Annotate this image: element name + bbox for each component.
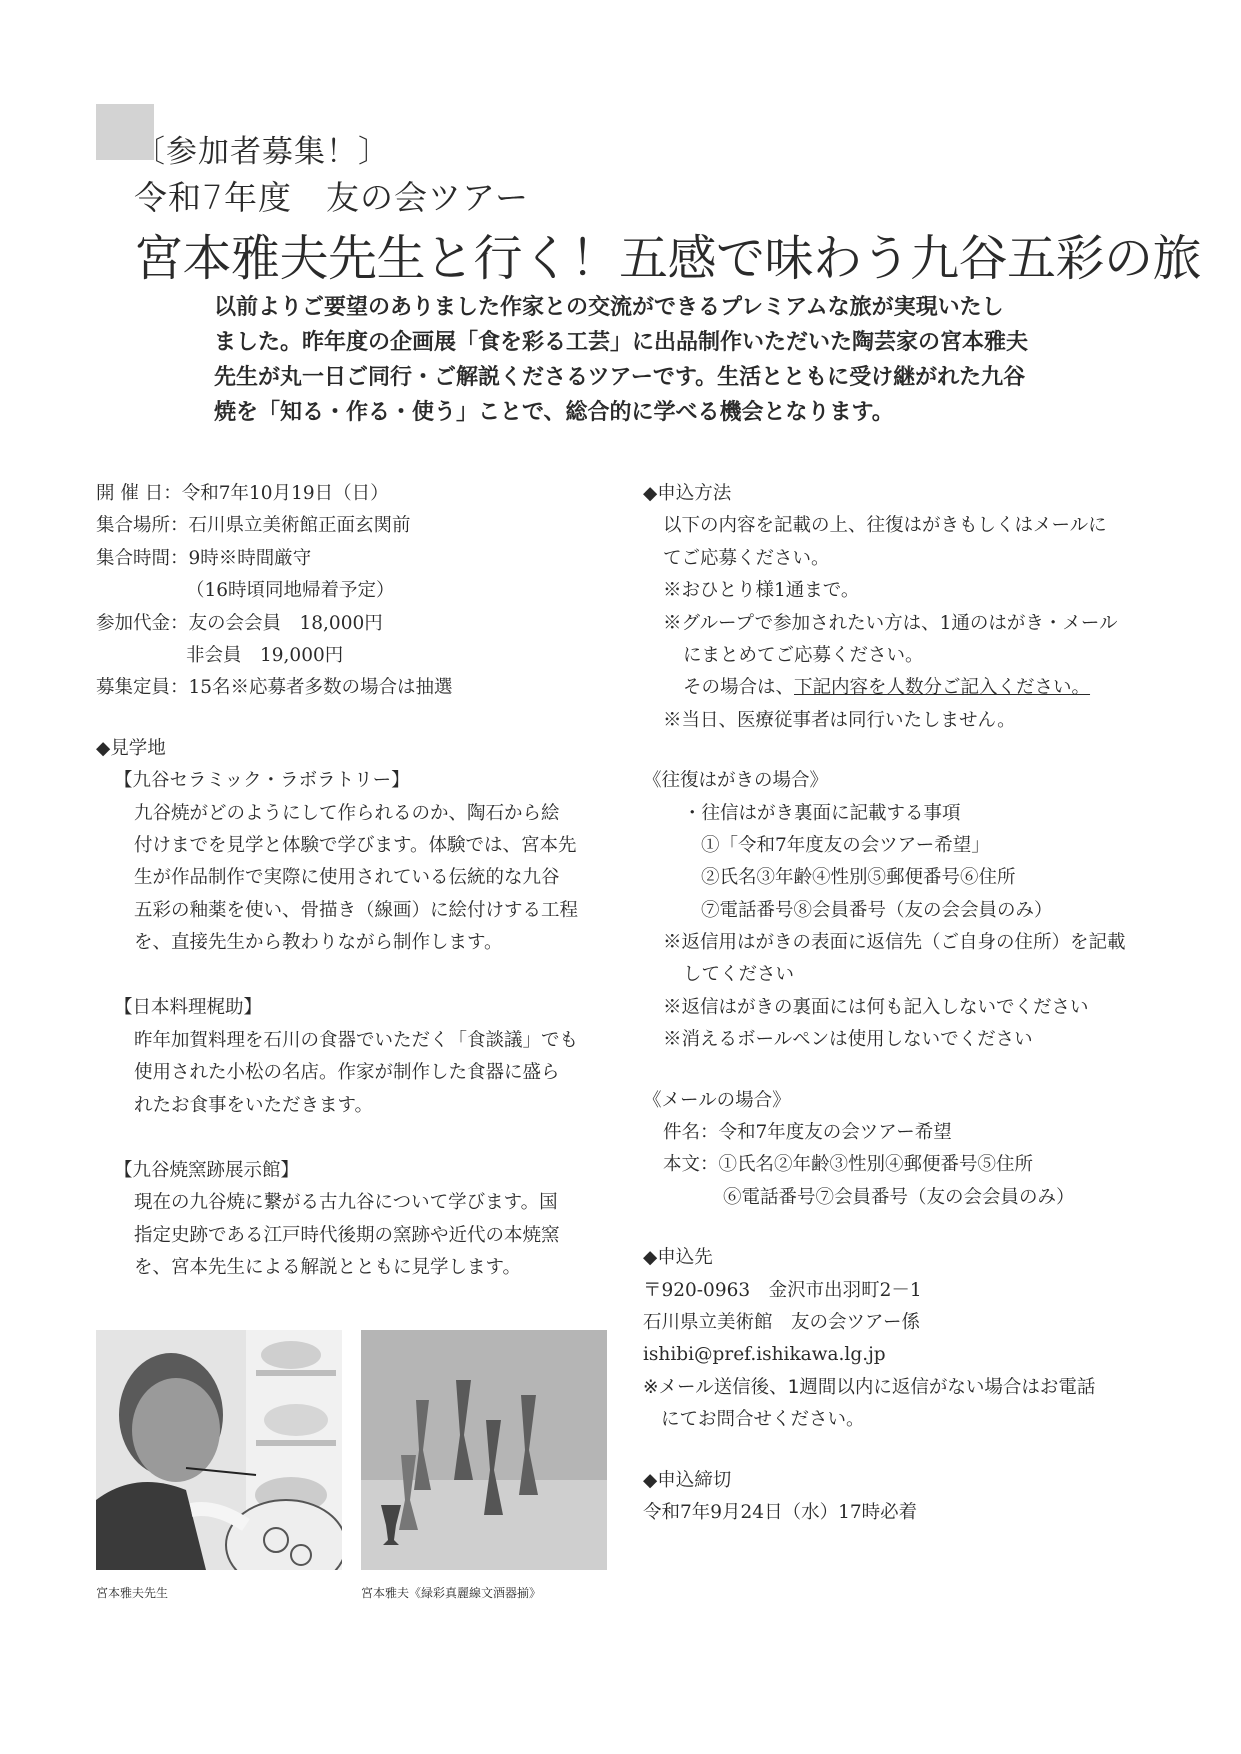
event-date: 開 催 日：令和7年10月19日（日） [96,483,389,504]
page-title: 宮本雅夫先生と行く！五感で味わう九谷五彩の旅 [134,230,1202,287]
site3-text: 現在の九谷焼に繋がる古九谷について学びます。国 [134,1192,558,1214]
site3-name: 【九谷焼窯跡展示館】 [114,1160,300,1182]
sake-set-photo [361,1330,607,1570]
apply-note: その場合は、下記内容を人数分ご記入ください。 [683,677,1091,699]
intro-line: 以前よりご要望のありました作家との交流ができるプレミアムな旅が実現いたし [214,295,1004,320]
apply-note: ※当日、医療従事者は同行いたしません。 [663,709,1016,731]
contact-note: ※メール送信後、1週間以内に返信がない場合はお電話 [643,1376,1096,1398]
mail-heading: 《メールの場合》 [643,1089,791,1111]
postcard-note: してください [683,964,795,986]
fee-nonmember: 非会員 19,000円 [186,644,344,666]
photo-caption: 宮本雅夫先生 [96,1586,169,1600]
apply-heading: ◆申込方法 [643,483,732,504]
site1-text: 九谷焼がどのようにして作られるのか、陶石から絵 [134,802,560,824]
intro-paragraph [214,290,1094,430]
site1-text: 生が作品制作で実際に使用されている伝統的な九谷 [134,867,560,889]
site2-name: 【日本料理梶助】 [114,997,263,1019]
deadline-date: 令和7年9月24日（水）17時必着 [643,1501,918,1523]
capacity: 募集定員：15名※応募者多数の場合は抽選 [96,677,453,699]
site1-name: 【九谷セラミック・ラボラトリー】 [114,770,410,792]
left-column [96,478,616,1285]
site2-text: 使用された小松の名店。作家が制作した食器に盛ら [134,1062,560,1084]
fee-member: 参加代金：友の会会員 18,000円 [96,612,383,634]
contact-note: にてお問合せください。 [661,1409,865,1431]
intro-line: 先生が丸一日ご同行・ご解説くださるツアーです。生活とともに受け継がれた九谷 [214,365,1026,390]
apply-note: ※おひとり様1通まで。 [663,580,860,602]
contact-email: ishibi@pref.ishikawa.lg.jp [643,1344,886,1366]
mail-subject: 件名：令和7年度友の会ツアー希望 [663,1122,952,1144]
postcard-field: ②氏名③年齢④性別⑤郵便番号⑥住所 [701,867,1016,889]
postcard-field: ①「令和7年度友の会ツアー希望」 [701,834,990,856]
apply-text: 以下の内容を記載の上、往復はがきもしくはメールに [663,515,1107,537]
apply-note: ※グループで参加されたい方は、1通のはがき・メール [663,612,1118,634]
site1-text: 付けまでを見学と体験で学びます。体験では、宮本先 [134,834,577,856]
intro-line: ました。昨年度の企画展「食を彩る工芸」に出品制作いただいた陶芸家の宮本雅夫 [214,330,1029,355]
intro-line: 焼を「知る・作る・使う」ことで、総合的に学べる機会となります。 [214,400,894,425]
contact-postal: 〒920-0963 金沢市出羽町2－1 [643,1279,922,1301]
postcard-note: ※返信はがきの裏面には何も記入しないでください [663,996,1089,1018]
site3-text: 指定史跡である江戸時代後期の窯跡や近代の本焼窯 [134,1224,560,1246]
site3-text: を、宮本先生による解説とともに見学します。 [134,1257,522,1279]
apply-note: にまとめてご応募ください。 [683,644,924,666]
sites-heading: ◆見学地 [96,737,166,759]
site1-text: 五彩の釉薬を使い、骨描き（線画）に絵付けする工程 [134,899,579,921]
right-column [643,478,1163,1529]
return-time: （16時頃同地帰着予定） [186,580,395,602]
meeting-place: 集合場所：石川県立美術館正面玄関前 [96,515,411,537]
postcard-note: ※返信用はがきの表面に返信先（ご自身の住所）を記載 [663,932,1126,954]
tour-subtitle: 令和7年度 友の会ツアー [134,178,530,217]
site2-text: れたお食事をいただきます。 [134,1094,374,1116]
photo-caption: 宮本雅夫《緑彩真麗線文酒器揃》 [361,1586,542,1600]
artist-photo [96,1330,342,1570]
postcard-note: ※消えるボールペンは使用しないでください [663,1029,1033,1051]
deadline-heading: ◆申込締切 [643,1469,732,1491]
postcard-field: ⑦電話番号⑧会員番号（友の会会員のみ） [701,899,1053,921]
contact-heading: ◆申込先 [643,1247,713,1269]
meeting-time: 集合時間：9時※時間厳守 [96,547,312,569]
underlined-note: 下記内容を人数分ご記入ください。 [794,677,1091,699]
apply-text: てご応募ください。 [663,547,830,569]
site1-text: を、直接先生から教わりながら制作します。 [134,932,503,954]
postcard-item: ・往信はがき裏面に記載する事項 [683,802,961,824]
contact-org: 石川県立美術館 友の会ツアー係 [643,1311,920,1333]
postcard-heading: 《往復はがきの場合》 [643,770,829,792]
site2-text: 昨年加賀料理を石川の食器でいただく「食談議」でも [134,1029,579,1051]
mail-body: ⑥電話番号⑦会員番号（友の会会員のみ） [723,1186,1075,1208]
recruitment-label: 〔参加者募集！〕 [134,134,390,170]
mail-body: 本文：①氏名②年齢③性別④郵便番号⑤住所 [663,1154,1034,1176]
